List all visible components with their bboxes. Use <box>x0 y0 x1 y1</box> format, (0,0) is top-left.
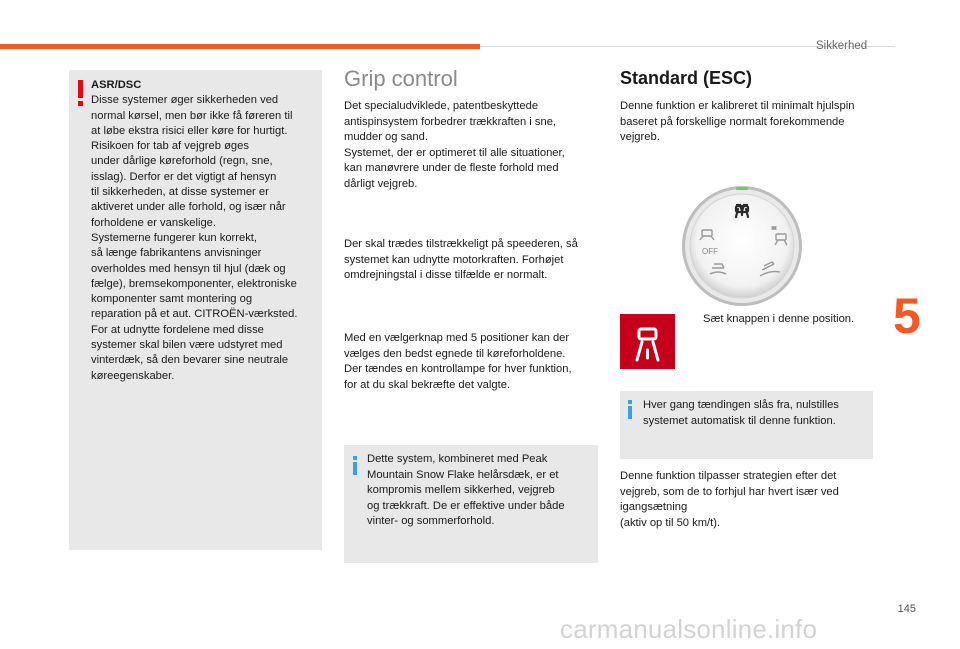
text-line: Der skal trædes tilstrækkeligt på speederen, så <box>344 238 578 250</box>
instruction-line <box>683 312 883 328</box>
text-line: Denne funktion er kalibreret til minimalt hjulspin <box>620 100 855 112</box>
text-line: Med en vælgerknap med 5 positioner kan der <box>344 332 570 344</box>
grip-control-knob-icon <box>680 184 804 308</box>
text-line: Det specialudviklede, patentbeskyttede <box>344 100 539 112</box>
knob-off-label: OFF <box>702 247 718 256</box>
chapter-number: 5 <box>893 288 921 344</box>
esc-paragraph-1 <box>620 99 880 146</box>
warning-line: Systemerne fungerer kun korrekt, <box>91 231 258 244</box>
esc-info-text <box>643 398 871 429</box>
text-line: vejgreb, som de to forhjul har hvert især ved <box>620 485 839 498</box>
text-line: kompromis mellem sikkerhed, vejgreb <box>367 484 555 496</box>
text-line: Dette system, kombineret med Peak <box>367 453 548 465</box>
instruction-text: Sæt knappen i denne position. <box>703 313 855 325</box>
warning-line: komponenter samt montering og <box>91 293 253 306</box>
text-line: Denne funktion tilpasser strategien efter det <box>620 470 837 482</box>
warning-line: at løbe ekstra risici eller køre for hurtigt. <box>91 124 288 137</box>
text-line: dårligt vejgreb. <box>344 177 418 190</box>
text-line: antispinsystem forbedrer trækkraften i sne, <box>344 115 557 128</box>
text-line: Hver gang tændingen slås fra, nulstilles <box>643 399 839 411</box>
text-line: vinter- og sommerforhold. <box>367 515 495 527</box>
warning-icon <box>77 80 83 106</box>
warning-line: til sikkerheden, at disse systemer er <box>91 186 269 199</box>
warning-title: ASR/DSC <box>91 79 142 91</box>
esc-mode-icon <box>620 314 675 369</box>
warning-line: vinterdæk, så den bevarer sine neutrale <box>91 354 289 367</box>
warning-line: For at udnytte fordelene med disse <box>91 323 264 336</box>
warning-line: køreegenskaber. <box>91 369 175 382</box>
warning-line: Risikoen for tab af vejgreb øges <box>91 140 249 153</box>
text-line: igangsætning <box>620 501 688 513</box>
grip-paragraph-2 <box>344 237 599 284</box>
text-line: Der tændes en kontrollampe for hver funktion, <box>344 363 572 375</box>
warning-line: fælge), bremsekomponenter, elektroniske <box>91 277 297 290</box>
warning-line: reparation på et aut. CITROËN-værksted. <box>91 308 298 321</box>
warning-line: Disse systemer øger sikkerheden ved <box>91 94 279 107</box>
warning-line: overholdes med hensyn til hjul (dæk og <box>91 262 286 275</box>
esc-paragraph-2 <box>620 469 880 531</box>
warning-line: aktiveret under alle forhold, og især når <box>91 201 286 214</box>
warning-line: systemer skal bilen være udstyret med <box>91 339 283 352</box>
esc-instruction <box>683 312 883 328</box>
warning-text <box>91 78 317 384</box>
page-number: 145 <box>897 603 916 615</box>
grip-heading: Grip control <box>344 66 458 91</box>
grip-paragraph-3 <box>344 331 599 393</box>
warning-line: så længe fabrikantens anvisninger <box>91 247 262 260</box>
text-line: for at du skal bekræfte det valgte. <box>344 378 511 391</box>
warning-line: isslag). Derfor er det vigtigt af hensyn <box>91 170 277 183</box>
header-accent-bar <box>0 44 480 49</box>
text-line: Systemet, der er optimeret til alle situationer, <box>344 146 565 159</box>
grip-paragraph-1 <box>344 99 599 192</box>
watermark: carmanualsonline.info <box>560 614 818 644</box>
text-line: systemet automatisk til denne funktion. <box>643 414 836 427</box>
text-line: systemet kan udnytte motorkraften. Forhøjet <box>344 253 564 266</box>
text-line: vejgreb. <box>620 131 660 143</box>
text-line: (aktiv op til 50 km/t). <box>620 516 721 529</box>
text-line: omdrejningstal i disse tilfælde er normalt. <box>344 269 548 281</box>
text-line: mudder og sand. <box>344 131 428 143</box>
warning-line: normal kørsel, men bør ikke få føreren til <box>91 109 293 122</box>
warning-line: forholdene er vanskelige. <box>91 216 217 229</box>
text-line: Mountain Snow Flake helårsdæk, er et <box>367 468 559 481</box>
text-line: baseret på forskellige normalt forekommende <box>620 115 845 128</box>
text-line: vælges den bedst egnede til køreforholdene. <box>344 347 566 360</box>
grip-info-text <box>367 452 595 530</box>
text-line: kan manøvrere under de fleste forhold med <box>344 162 559 174</box>
info-icon <box>352 456 358 476</box>
section-title: Sikkerhed <box>816 40 868 52</box>
esc-heading: Standard (ESC) <box>620 68 753 88</box>
text-line: og trækkraft. De er effektive under både <box>367 499 565 512</box>
info-icon <box>627 400 633 420</box>
warning-line: under dårlige køreforhold (regn, sne, <box>91 155 273 168</box>
